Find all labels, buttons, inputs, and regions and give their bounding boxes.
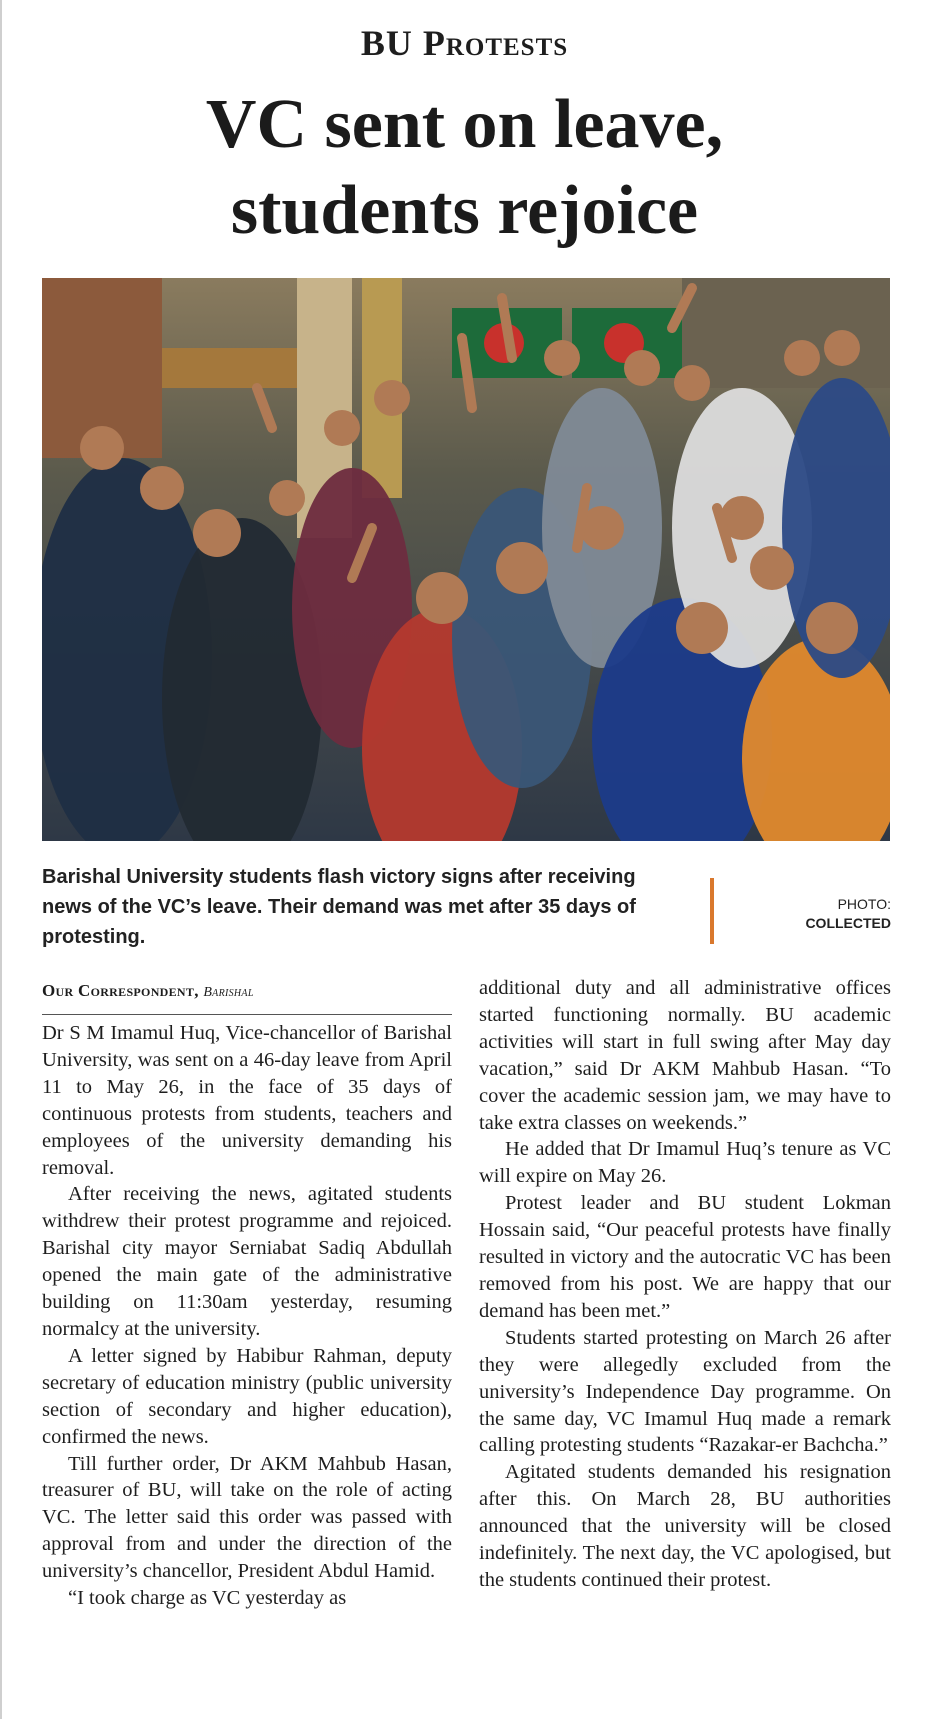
paragraph: A letter signed by Habibur Rahman, deputy secretary of education ministry (public university section of secondary and higher education), confirmed the news. [42, 1344, 452, 1448]
paragraph: He added that Dr Imamul Huq’s tenure as VC will expire on May 26. [479, 1138, 891, 1188]
byline-rule [42, 1014, 452, 1015]
headline-line-2: students rejoice [230, 172, 699, 249]
paragraph: “I took charge as VC yesterday as [68, 1587, 347, 1610]
caption-divider [710, 878, 714, 944]
headline [0, 82, 929, 254]
photo-credit-label: PHOTO: [837, 896, 891, 912]
paragraph: Protest leader and BU student Lokman Hossain said, “Our peaceful protests have finally resulted in victory and the autocratic VC has been removed from his post. We are happy that our demand has been met.” [479, 1192, 891, 1322]
paragraph: Dr S M Imamul Huq, Vice-chancellor of Barishal University, was sent on a 46-day leave from April 11 to May 26, in the face of 35 days of continuous protests from students, teachers and employees of the university demanding his removal. [42, 1022, 452, 1179]
crowd-photo-icon [42, 278, 890, 841]
photo-credit [805, 895, 891, 933]
article-column-left [42, 1020, 452, 1716]
paragraph: additional duty and all administrative offices started functioning normally. BU academic activities will start in full swing after May day vacation,” said Dr AKM Mahbub Hasan. “To cover the academic session jam, we may have to take extra classes on weekends.” [479, 977, 891, 1134]
headline-line-1: VC sent on leave, [205, 86, 724, 163]
balcony [162, 348, 312, 388]
byline-location: Barishal [203, 985, 254, 1000]
paragraph: After receiving the news, agitated students withdrew their protest programme and rejoiced. Barishal city mayor Serniabat Sadiq Abdullah opened the main gate of the administrative building on 11:30am yesterday, resuming normalcy at the university. [42, 1183, 452, 1340]
byline [42, 981, 452, 1001]
photo-credit-source: COLLECTED [805, 915, 891, 931]
section-kicker: BU Protests [360, 23, 569, 63]
paragraph: Agitated students demanded his resignation after this. On March 28, BU authorities announced that the university will be closed indefinitely. The next day, the VC apologised, but the students continued their protest. [479, 1461, 891, 1591]
byline-author: Our Correspondent, [42, 981, 199, 1000]
paragraph: Students started protesting on March 26 after they were allegedly excluded from the university’s Independence Day programme. On the same day, VC Imamul Huq made a remark calling protesting students “Razakar-er Bachcha.” [479, 1326, 891, 1457]
article-column-right [479, 975, 891, 1716]
news-photo [42, 278, 890, 841]
upper-structure [682, 278, 890, 388]
paragraph: Till further order, Dr AKM Mahbub Hasan, treasurer of BU, will take on the role of acting VC. The letter said this order was passed with approval from and under the direction of the university’s chancellor, President Abdul Hamid. [42, 1452, 452, 1583]
photo-caption: Barishal University students flash victory signs after receiving news of the VC’s leave. Their demand was met after 35 days of protesting. [42, 866, 636, 948]
